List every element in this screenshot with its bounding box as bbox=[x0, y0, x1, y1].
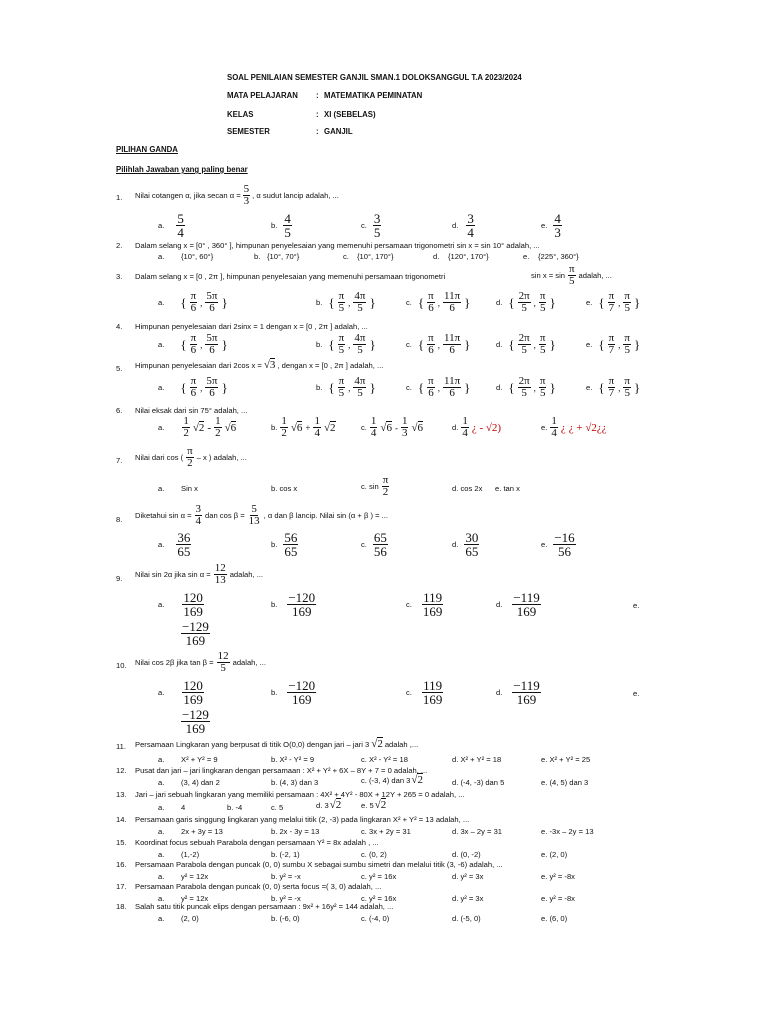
q16-option-a[interactable]: y² = 12x bbox=[181, 872, 209, 881]
fraction: $\frac{4\pi}{5}$ bbox=[354, 375, 366, 399]
fraction: $\frac{2\pi}{5}$ bbox=[518, 332, 530, 356]
q9-option-d[interactable]: d. $\frac{-119}{169}$ bbox=[496, 590, 540, 619]
question-16-text: Persamaan Parabola dengan puncak (0, 0) sumbu X sebagai sumbu simetri dan melalui titik (3, -6) adalah, ... bbox=[135, 860, 503, 869]
question-number: 2. bbox=[116, 241, 123, 250]
fraction: $\frac{\pi}{5}$ bbox=[338, 332, 345, 356]
q4-option-b[interactable]: b. { $\frac{\pi}{5}$ , $\frac{4\pi}{5}$ } bbox=[316, 332, 376, 356]
question-12-text: Pusat dan jari – jari lingkaran dengan persamaan : X² + Y² + 6X – 8Y + 7 = 0 adalah, ... bbox=[135, 766, 428, 775]
fraction: $\frac{\pi}{5}$ bbox=[338, 290, 345, 314]
q12-option-b[interactable]: b. (4, 3) dan 3 bbox=[271, 778, 319, 787]
q16-option-b[interactable]: b. y² = -x bbox=[271, 872, 301, 881]
fraction: $\frac{\pi}{6}$ bbox=[190, 290, 197, 314]
q10-option-e[interactable] bbox=[181, 708, 210, 735]
q10-option-d[interactable]: d. $\frac{-119}{169}$ bbox=[496, 678, 540, 707]
q11-option-e[interactable]: e. X² + Y² = 25 bbox=[541, 755, 591, 764]
question-number: 8. bbox=[116, 515, 123, 524]
fraction: $\frac{-129}{169}$ bbox=[182, 707, 209, 736]
question-number: 3. bbox=[116, 272, 123, 281]
q8-option-e[interactable]: e. $\frac{-16}{56}$ bbox=[541, 530, 575, 559]
q7-option-a[interactable]: Sin x bbox=[181, 484, 198, 493]
q11-option-c[interactable]: c. X² - Y² = 18 bbox=[361, 755, 408, 764]
fraction: $\frac{-119}{169}$ bbox=[513, 678, 540, 707]
fraction: $\frac{\pi}{5}$ bbox=[539, 332, 546, 356]
question-8-text: Diketahui sin α = $\frac{3}{4}$ dan cos β = $\frac{5}{13}$ , α dan β lancip. Nilai sin (α + β ) = ... bbox=[135, 503, 388, 527]
q5-option-e[interactable]: e. { $\frac{\pi}{7}$ , $\frac{\pi}{5}$ } bbox=[586, 375, 641, 399]
q15-option-a[interactable]: (1,-2) bbox=[181, 850, 200, 859]
q16-option-d[interactable]: d. y² = 3x bbox=[452, 872, 484, 881]
q12-opt-letter[interactable]: a. bbox=[158, 778, 165, 787]
question-13-text: Jari – jari sebuah lingkaran yang memiliki persamaan : 4X² + 4Y² - 80X + 12Y + 265 = 0 adalah, ... bbox=[135, 790, 465, 799]
q11-opt-letter[interactable]: a. bbox=[158, 755, 165, 764]
q8-option-a[interactable]: a. $\frac{36}{65}$ bbox=[158, 530, 191, 559]
q12-option-a[interactable]: (3, 4) dan 2 bbox=[181, 778, 220, 787]
q2-opt-letter[interactable]: c. bbox=[343, 252, 349, 261]
q14-option-c[interactable]: c. 3x + 2y = 31 bbox=[361, 827, 411, 836]
fraction: $\frac{-119}{169}$ bbox=[513, 590, 540, 619]
q8-option-d[interactable]: d. $\frac{30}{65}$ bbox=[452, 530, 479, 559]
fraction: $\frac{11\pi}{6}$ bbox=[443, 332, 461, 356]
fraction: $\frac{\pi}{6}$ bbox=[190, 375, 197, 399]
fraction: $\frac{\pi}{5}$ bbox=[338, 375, 345, 399]
q9-option-c[interactable]: c. $\frac{119}{169}$ bbox=[406, 590, 443, 619]
question-5-text: Himpunan penyelesaian dari 2cos x = √3 , dengan x = [0 , 2π ] adalah, ... bbox=[135, 359, 384, 371]
fraction: $\frac{\pi}{5}$ bbox=[624, 375, 630, 399]
q17-option-letter[interactable]: a. bbox=[158, 894, 165, 903]
fraction: $\frac{\pi}{7}$ bbox=[608, 290, 615, 314]
question-number: 5. bbox=[116, 364, 123, 373]
question-15-text: Koordinat focus sebuah Parabola dengan persamaan Y² = 8x adalah , ... bbox=[135, 838, 379, 847]
q11-option-a[interactable]: X² + Y² = 9 bbox=[181, 755, 218, 764]
q13-option-b[interactable]: b. -4 bbox=[227, 803, 243, 812]
fraction: $\frac{5\pi}{6}$ bbox=[206, 332, 218, 356]
q2-option-e[interactable]: {225°, 360°} bbox=[538, 252, 579, 261]
q14-option-d[interactable]: d. 3x – 2y = 31 bbox=[452, 827, 503, 836]
q10-option-b[interactable]: b. $\frac{-120}{169}$ bbox=[271, 678, 316, 707]
fraction: $\frac{2\pi}{5}$ bbox=[518, 375, 530, 399]
q13-opt-letter[interactable]: a. bbox=[158, 803, 165, 812]
fraction: $\frac{\pi}{6}$ bbox=[428, 290, 434, 314]
q2-opt-letter[interactable]: d. bbox=[433, 252, 440, 261]
q6-option-b[interactable]: b. $\frac{1}{2}$ √6 + $\frac{1}{4}$ √2 bbox=[271, 415, 336, 439]
question-2-text: Dalam selang x = [0° , 360° ], himpunan penyelesaian yang memenuhi persamaan trigonometri sin x = sin 10° adalah, ... bbox=[135, 241, 540, 250]
q14-option-e[interactable]: e. -3x – 2y = 13 bbox=[541, 827, 594, 836]
fraction: $\frac{2\pi}{5}$ bbox=[518, 290, 530, 314]
q13-option-c[interactable]: c. 5 bbox=[271, 803, 284, 812]
fraction: $\frac{30}{65}$ bbox=[465, 530, 479, 559]
header-sep: : bbox=[316, 110, 319, 119]
q16-option-letter[interactable]: a. bbox=[158, 872, 165, 881]
q10-option-a[interactable]: a. $\frac{120}{169}$ bbox=[158, 678, 203, 707]
q14-option-b[interactable]: b. 2x - 3y = 13 bbox=[271, 827, 320, 836]
exam-title: SOAL PENILAIAN SEMESTER GANJIL SMAN.1 DOLOKSANGGUL T.A 2023/2024 bbox=[227, 73, 522, 82]
q9-opt-letter-e[interactable]: e. bbox=[633, 601, 640, 610]
header-value-subject: MATEMATIKA PEMINATAN bbox=[324, 91, 423, 100]
question-number: 4. bbox=[116, 322, 123, 331]
q1-option-e[interactable]: e. $\frac{4}{3}$ bbox=[541, 211, 561, 240]
q15-option-b[interactable]: b. (-2, 1) bbox=[271, 850, 300, 859]
question-6-text: Nilai eksak dari sin 75° adalah, ... bbox=[135, 406, 248, 415]
question-4-text: Himpunan penyelesaian dari 2sinx = 1 dengan x = [0 , 2π ] adalah, ... bbox=[135, 322, 368, 331]
question-number: 12. bbox=[116, 766, 127, 775]
fraction: $\frac{4\pi}{5}$ bbox=[354, 332, 366, 356]
q11-option-d[interactable]: d. X² + Y² = 18 bbox=[452, 755, 502, 764]
fraction: $\frac{\pi}{5}$ bbox=[539, 375, 546, 399]
q2-opt-letter[interactable]: b. bbox=[254, 252, 261, 261]
q6-option-e[interactable]: e. $\frac{1}{4}$ ¿ ¿ + √2¿¿ bbox=[541, 415, 607, 439]
q5-option-d[interactable]: d. { $\frac{2\pi}{5}$ , $\frac{\pi}{5}$ } bbox=[496, 375, 556, 399]
fraction: $\frac{-129}{169}$ bbox=[182, 619, 209, 648]
q7-option-e[interactable]: e. tan x bbox=[495, 484, 520, 493]
header-label-semester: SEMESTER bbox=[227, 127, 270, 136]
fraction: $\frac{119}{169}$ bbox=[422, 590, 443, 619]
q13-option-d[interactable]: d. 3 √2 bbox=[316, 799, 342, 811]
q12-option-d[interactable]: d. (-4, -3) dan 5 bbox=[452, 778, 505, 787]
q3-option-d[interactable]: d. { $\frac{2\pi}{5}$ , $\frac{\pi}{5}$ } bbox=[496, 290, 556, 314]
q18-option-letter[interactable]: a. bbox=[158, 914, 165, 923]
q1-option-d[interactable]: d. $\frac{3}{4}$ bbox=[452, 211, 474, 240]
q15-option-c[interactable]: c. (0, 2) bbox=[361, 850, 387, 859]
q15-option-d[interactable]: d. (0, -2) bbox=[452, 850, 481, 859]
fraction: $\frac{\pi}{6}$ bbox=[428, 375, 434, 399]
q7-option-b[interactable]: b. cos x bbox=[271, 484, 298, 493]
question-1-text bbox=[135, 184, 339, 207]
q18-option-d[interactable]: d. (-5, 0) bbox=[452, 914, 481, 923]
q18-option-b[interactable]: b. (-6, 0) bbox=[271, 914, 300, 923]
fraction: $\frac{\pi}{5}$ bbox=[624, 332, 630, 356]
section-instruction: Pilihlah Jawaban yang paling benar bbox=[116, 165, 248, 174]
q1-option-c[interactable]: c. $\frac{3}{5}$ bbox=[361, 211, 381, 240]
q2-opt-letter[interactable]: a. bbox=[158, 252, 165, 261]
fraction: $\frac{\pi}{7}$ bbox=[608, 375, 615, 399]
q18-option-c[interactable]: c. (-4, 0) bbox=[361, 914, 390, 923]
q16-option-e[interactable]: e. y² = -8x bbox=[541, 872, 575, 881]
q11-option-b[interactable]: b. X² - Y² = 9 bbox=[271, 755, 315, 764]
q1-option-b[interactable]: b. $\frac{4}{5}$ bbox=[271, 211, 291, 240]
q3-text-tail: sin x = sin $\frac{\pi}{5}$ adalah, ... bbox=[531, 263, 612, 287]
q18-option-a[interactable]: (2, 0) bbox=[181, 914, 199, 923]
question-number: 11. bbox=[116, 742, 126, 751]
q7-option-c[interactable]: c. sin $\frac{\pi}{2}$ bbox=[361, 474, 389, 498]
fraction: $\frac{\pi}{6}$ bbox=[190, 332, 197, 356]
question-number: 15. bbox=[116, 838, 127, 847]
q3-option-c[interactable]: c. { $\frac{\pi}{6}$ , $\frac{11\pi}{6}$ } bbox=[406, 290, 471, 314]
q6-option-c[interactable]: c. $\frac{1}{4}$ √6 - $\frac{1}{3}$ √6 bbox=[361, 415, 424, 439]
q9-option-b[interactable]: b. $\frac{-120}{169}$ bbox=[271, 590, 316, 619]
question-7-text: Nilai dari cos ( $\frac{\pi}{2}$ – x ) adalah, ... bbox=[135, 445, 247, 469]
question-11-text: Persamaan Lingkaran yang berpusat di titik O(0,0) dengan jari – jari 3 √2 adalah ,... bbox=[135, 738, 419, 750]
fraction: $\frac{119}{169}$ bbox=[422, 678, 443, 707]
q8-option-b[interactable]: b. $\frac{56}{65}$ bbox=[271, 530, 298, 559]
header-label-class: KELAS bbox=[227, 110, 254, 119]
q17-option-d[interactable]: d. y² = 3x bbox=[452, 894, 484, 903]
fraction: $\frac{\pi}{7}$ bbox=[608, 332, 615, 356]
fraction: $\frac{-120}{169}$ bbox=[288, 590, 316, 619]
q5-option-a[interactable]: a. { $\frac{\pi}{6}$ , $\frac{5\pi}{6}$ } bbox=[158, 375, 228, 399]
q1-text-b: , α sudut lancip adalah, ... bbox=[252, 191, 339, 200]
fraction: $\frac{36}{65}$ bbox=[177, 530, 191, 559]
fraction: $\frac{11\pi}{6}$ bbox=[443, 375, 461, 399]
q3-option-a[interactable]: a. { $\frac{\pi}{6}$ , $\frac{5\pi}{6}$ } bbox=[158, 290, 228, 314]
q18-option-e[interactable]: e. (6, 0) bbox=[541, 914, 568, 923]
q15-option-e[interactable]: e. (2, 0) bbox=[541, 850, 568, 859]
q14-option-a[interactable]: 2x + 3y = 13 bbox=[181, 827, 223, 836]
q12-option-c[interactable]: c. (-3, 4) dan 3 √2 bbox=[361, 774, 423, 786]
question-number: 6. bbox=[116, 406, 123, 415]
q2-option-c[interactable]: {10°, 170°} bbox=[357, 252, 394, 261]
fraction: $\frac{11\pi}{6}$ bbox=[443, 290, 461, 314]
question-number: 7. bbox=[116, 456, 123, 465]
q3-option-b[interactable]: b. { $\frac{\pi}{5}$ , $\frac{4\pi}{5}$ } bbox=[316, 290, 376, 314]
question-number: 9. bbox=[116, 574, 123, 583]
question-number: 17. bbox=[116, 882, 127, 891]
q15-option-letter[interactable]: a. bbox=[158, 850, 165, 859]
q12-option-e[interactable]: e. (4, 5) dan 3 bbox=[541, 778, 589, 787]
fraction: $\frac{-120}{169}$ bbox=[288, 678, 316, 707]
q2-option-b[interactable]: {10°, 70°} bbox=[267, 252, 300, 261]
fraction: $\frac{\pi}{5}$ bbox=[539, 290, 546, 314]
q4-option-d[interactable]: d. { $\frac{2\pi}{5}$ , $\frac{\pi}{5}$ } bbox=[496, 332, 556, 356]
fraction: $\frac{65}{56}$ bbox=[373, 530, 387, 559]
question-number: 1. bbox=[116, 193, 123, 202]
fraction: $\frac{\pi}{6}$ bbox=[428, 332, 434, 356]
q17-option-b[interactable]: b. y² = -x bbox=[271, 894, 301, 903]
q7-opt-letter[interactable]: a. bbox=[158, 484, 165, 493]
header-sep: : bbox=[316, 127, 319, 136]
fraction: $\frac{5\pi}{6}$ bbox=[206, 375, 218, 399]
question-number: 16. bbox=[116, 860, 127, 869]
q5-option-b[interactable]: b. { $\frac{\pi}{5}$ , $\frac{4\pi}{5}$ } bbox=[316, 375, 376, 399]
q14-option-letter[interactable]: a. bbox=[158, 827, 165, 836]
fraction: $\frac{120}{169}$ bbox=[183, 590, 203, 619]
section-title: PILIHAN GANDA bbox=[116, 145, 178, 154]
question-18-text: Salah satu titik puncak elips dengan persamaan : 9x² + 16y² = 144 adalah, ... bbox=[135, 902, 394, 911]
header-sep: : bbox=[316, 91, 319, 100]
q2-option-d[interactable]: {120°, 170°} bbox=[448, 252, 489, 261]
question-10-text: Nilai cos 2β jika tan β = $\frac{12}{5}$ adalah, ... bbox=[135, 650, 266, 674]
q6-option-a[interactable]: a. $\frac{1}{2}$ √2 - $\frac{1}{2}$ √6 bbox=[158, 415, 237, 439]
fraction: $\frac{-16}{56}$ bbox=[554, 530, 575, 559]
fraction: $\frac{56}{65}$ bbox=[284, 530, 298, 559]
question-number: 10. bbox=[116, 661, 127, 670]
q6-option-d[interactable]: d. $\frac{1}{4}$ ¿ - √2) bbox=[452, 415, 502, 439]
q17-option-e[interactable]: e. y² = -8x bbox=[541, 894, 575, 903]
header-label-subject: MATA PELAJARAN bbox=[227, 91, 298, 100]
fraction: $\frac{120}{169}$ bbox=[183, 678, 203, 707]
fraction: $\frac{4\pi}{5}$ bbox=[354, 290, 366, 314]
question-17-text: Persamaan Parabola dengan puncak (0, 0) serta focus =( 3, 0) adalah, ... bbox=[135, 882, 382, 891]
fraction: $\frac{5}{3}$ bbox=[243, 183, 250, 207]
q4-option-c[interactable]: c. { $\frac{\pi}{6}$ , $\frac{11\pi}{6}$ } bbox=[406, 332, 471, 356]
question-number: 14. bbox=[116, 815, 127, 824]
q3-option-e[interactable]: e. { $\frac{\pi}{7}$ , $\frac{\pi}{5}$ } bbox=[586, 290, 641, 314]
q7-option-d[interactable]: d. cos 2x bbox=[452, 484, 483, 493]
q5-option-c[interactable]: c. { $\frac{\pi}{6}$ , $\frac{11\pi}{6}$ } bbox=[406, 375, 471, 399]
q10-option-c[interactable]: c. $\frac{119}{169}$ bbox=[406, 678, 443, 707]
q4-option-a[interactable]: a. { $\frac{\pi}{6}$ , $\frac{5\pi}{6}$ } bbox=[158, 332, 228, 356]
sqrt: √3 bbox=[263, 359, 276, 371]
question-9-text: Nilai sin 2α jika sin α = $\frac{12}{13}$ adalah, ... bbox=[135, 562, 264, 586]
question-14-text: Persamaan garis singgung lingkaran yang melalui titik (2, -3) pada lingkaran X² + Y² = 13 adalah, ... bbox=[135, 815, 470, 824]
q17-option-c[interactable]: c. y² = 16x bbox=[361, 894, 397, 903]
question-number: 18. bbox=[116, 902, 127, 911]
q10-opt-letter-e[interactable]: e. bbox=[633, 689, 640, 698]
q13-option-a[interactable]: 4 bbox=[181, 803, 186, 812]
header-value-class: XI (SEBELAS) bbox=[324, 110, 376, 119]
q13-option-e[interactable]: e. 5 √2 bbox=[361, 799, 387, 811]
q9-option-e[interactable] bbox=[181, 620, 210, 647]
q2-opt-letter[interactable]: e. bbox=[523, 252, 530, 261]
fraction: $\frac{\pi}{5}$ bbox=[624, 290, 630, 314]
q2-option-a[interactable]: {10°, 60°} bbox=[181, 252, 214, 261]
q16-option-c[interactable]: c. y² = 16x bbox=[361, 872, 397, 881]
q9-option-a[interactable]: a. $\frac{120}{169}$ bbox=[158, 590, 203, 619]
q4-option-e[interactable]: e. { $\frac{\pi}{7}$ , $\frac{\pi}{5}$ } bbox=[586, 332, 641, 356]
question-number: 13. bbox=[116, 790, 127, 799]
question-3-text: Dalam selang x = [0 , 2π ], himpunan penyelesaian yang memenuhi persamaan trigonometri bbox=[135, 272, 446, 281]
header-value-semester: GANJIL bbox=[324, 127, 353, 136]
q1-option-a[interactable]: a. $\frac{5}{4}$ bbox=[158, 211, 184, 240]
q1-text-a: Nilai cotangen α, jika secan α = bbox=[135, 191, 241, 200]
q17-option-a[interactable]: y² = 12x bbox=[181, 894, 209, 903]
fraction: $\frac{5\pi}{6}$ bbox=[206, 290, 218, 314]
q8-option-c[interactable]: c. $\frac{65}{56}$ bbox=[361, 530, 387, 559]
